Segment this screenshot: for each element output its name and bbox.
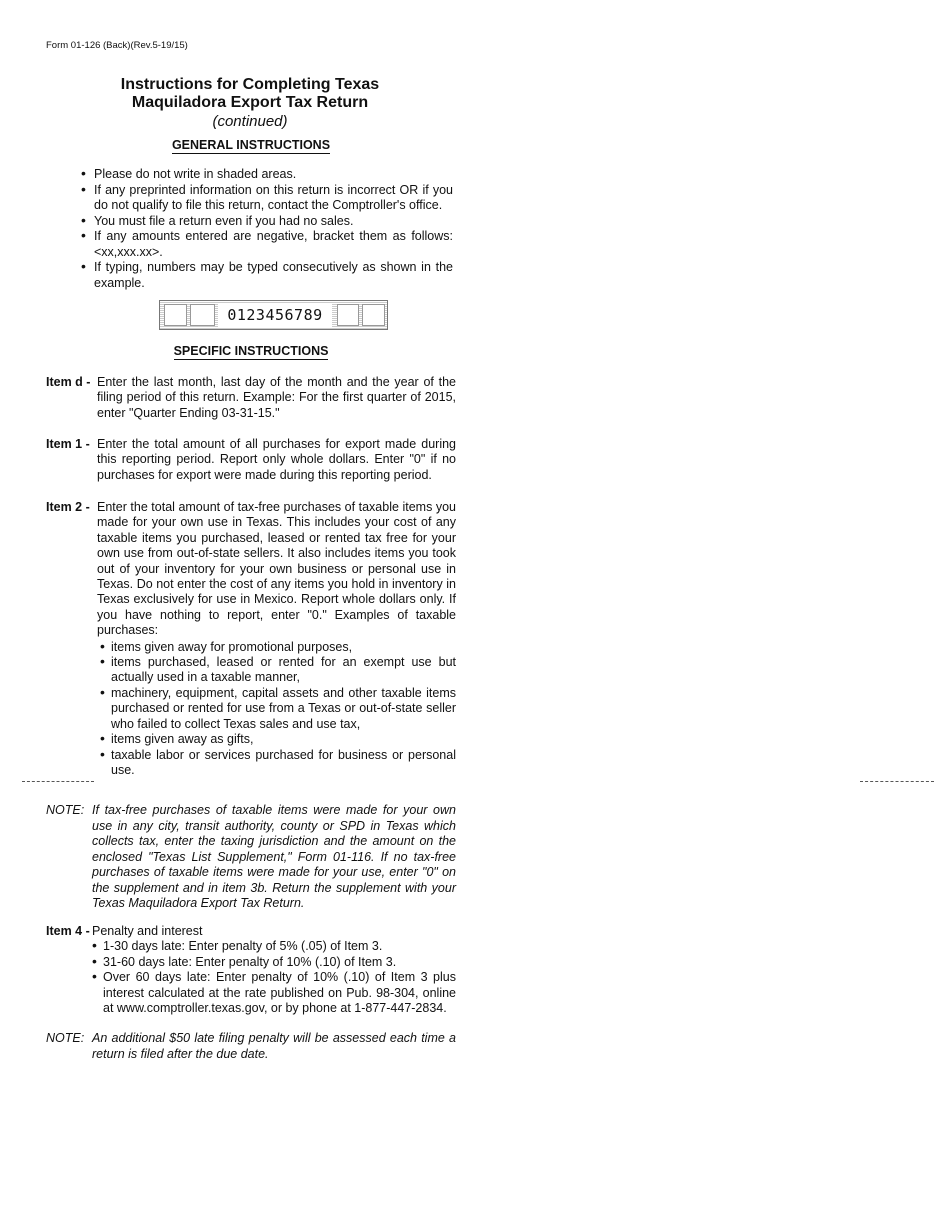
title-line-2: Maquiladora Export Tax Return bbox=[131, 94, 369, 111]
item-4-label: Item 4 - bbox=[46, 924, 90, 938]
typing-example-box bbox=[159, 300, 388, 330]
fold-mark-left bbox=[22, 781, 94, 782]
item-1-text: Enter the total amount of all purchases for export made during this reporting period. Report only whole dollars. Enter "0" if no purchases for export were made during this reporting period. bbox=[97, 437, 456, 482]
item-d bbox=[46, 375, 456, 421]
example-cell bbox=[337, 304, 359, 326]
item-2-bullets bbox=[97, 640, 456, 779]
item-4-bullet: • Over 60 days late: Enter penalty of 10% (.10) of Item 3 plus interest calculated at the rate published on Pub. 98-304, online at www.comptroller.texas.gov, or by phone at 1-877-447-2834. bbox=[92, 970, 456, 1016]
general-bullet: • If any preprinted information on this return is incorrect OR if you do not qualify to file this return, contact the Comptroller's office. bbox=[80, 183, 453, 214]
item-1 bbox=[46, 437, 456, 483]
item-1-label: Item 1 - bbox=[46, 437, 90, 451]
general-bullet: • You must file a return even if you had no sales. bbox=[80, 214, 453, 230]
note-1-text: If tax-free purchases of taxable items were made for your own use in any city, transit authority, county or SPD in Texas which collects tax, enter the taxing jurisdiction and the amount on the enclosed "Texas List Supplement," Form 01-116. If no tax-free purchases of taxable items were made for your use, enter "0" on the supplement and in item 3b. Return the supplement with your Texas Maquiladora Export Tax Return. bbox=[92, 803, 456, 910]
continued-label: (continued) bbox=[212, 113, 288, 130]
item-4 bbox=[46, 924, 456, 1016]
item-2-text: Enter the total amount of tax-free purchases of taxable items you made for your own use in Texas. This includes your cost of any taxable items you purchased, leased or rented tax free for your own use from out-of-state sellers. It also includes items you took out of your inventory for your own business or personal use in Texas. Do not enter the cost of any items you hold in inventory in Texas exclusively for use in Mexico. Report whole dollars only. If you have nothing to report, enter "0." Examples of taxable purchases: bbox=[97, 500, 456, 638]
example-digits: 0123456789 bbox=[218, 303, 332, 327]
example-cell bbox=[164, 304, 187, 326]
general-instructions-heading bbox=[46, 138, 456, 152]
note-1 bbox=[46, 803, 456, 912]
specific-instructions-heading bbox=[46, 344, 456, 358]
item-4-text: Penalty and interest bbox=[92, 924, 203, 938]
example-cell bbox=[190, 304, 215, 326]
general-bullet: • If any amounts entered are negative, bracket them as follows: <xx,xxx.xx>. bbox=[80, 229, 453, 260]
item-2-bullet: • machinery, equipment, capital assets and other taxable items purchased or rented for use from a Texas or out-of-state seller who failed to collect Texas sales and use tax, bbox=[97, 686, 456, 732]
fold-mark-right bbox=[860, 781, 934, 782]
item-2-bullet: • items given away as gifts, bbox=[97, 732, 456, 747]
example-cell bbox=[362, 304, 385, 326]
item-4-bullet: • 1-30 days late: Enter penalty of 5% (.05) of Item 3. bbox=[92, 939, 456, 954]
item-d-label: Item d - bbox=[46, 375, 91, 389]
specific-heading-text: SPECIFIC INSTRUCTIONS bbox=[173, 344, 329, 358]
note-2-text: An additional $50 late filing penalty will be assessed each time a return is filed after the due date. bbox=[92, 1031, 456, 1061]
general-bullets bbox=[80, 167, 453, 291]
item-2 bbox=[46, 500, 456, 778]
note-2 bbox=[46, 1031, 456, 1062]
item-2-bullet: • items purchased, leased or rented for an exempt use but actually used in a taxable manner, bbox=[97, 655, 456, 686]
item-4-bullet: • 31-60 days late: Enter penalty of 10% (.10) of Item 3. bbox=[92, 955, 456, 970]
page-title bbox=[46, 76, 454, 112]
item-4-bullets bbox=[92, 939, 456, 1016]
item-2-bullet: • taxable labor or services purchased for business or personal use. bbox=[97, 748, 456, 779]
item-2-bullet: • items given away for promotional purposes, bbox=[97, 640, 456, 655]
item-2-label: Item 2 - bbox=[46, 500, 90, 514]
item-d-text: Enter the last month, last day of the month and the year of the filing period of this return. Example: For the first quarter of 2015, enter "Quarter Ending 03-31-15." bbox=[97, 375, 456, 420]
note-1-label: NOTE: bbox=[46, 803, 85, 817]
general-bullet: • Please do not write in shaded areas. bbox=[80, 167, 453, 183]
general-bullet: • If typing, numbers may be typed consecutively as shown in the example. bbox=[80, 260, 453, 291]
general-heading-text: GENERAL INSTRUCTIONS bbox=[171, 138, 331, 152]
note-2-label: NOTE: bbox=[46, 1031, 85, 1045]
title-line-1: Instructions for Completing Texas bbox=[120, 76, 380, 93]
form-id: Form 01-126 (Back)(Rev.5-19/15) bbox=[46, 40, 188, 51]
